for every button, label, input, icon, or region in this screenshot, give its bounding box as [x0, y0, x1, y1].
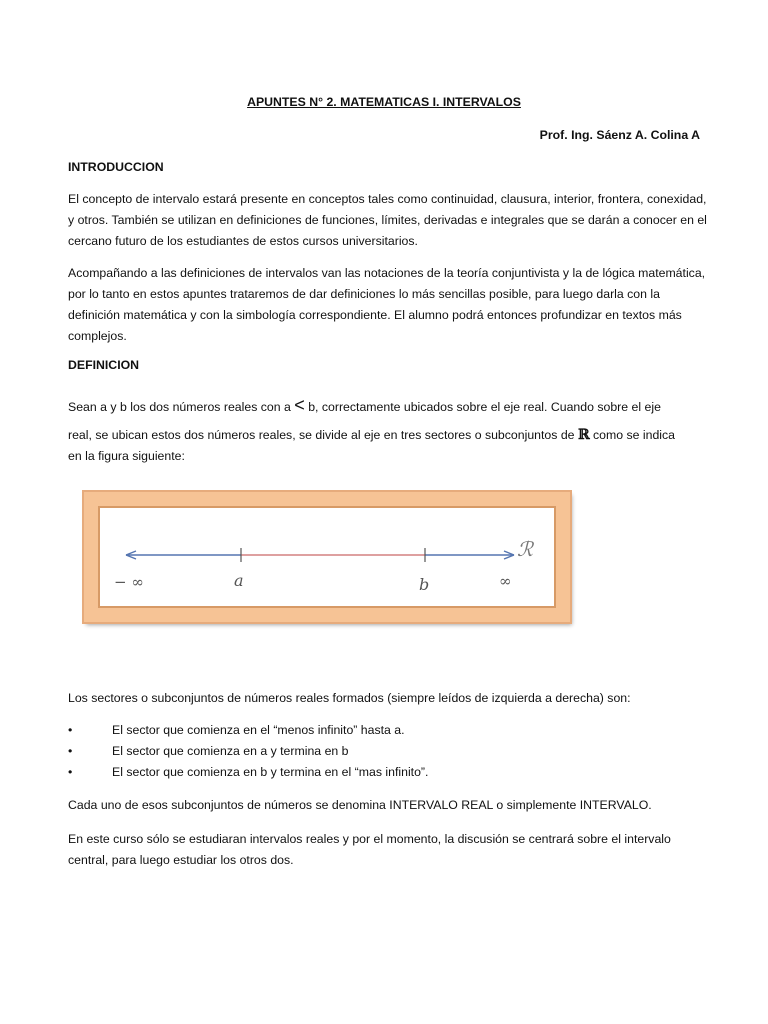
section-heading-definicion: DEFINICION — [68, 358, 140, 372]
bullet-icon: • — [68, 765, 73, 779]
list-item-text: El sector que comienza en el “menos infinito” hasta a. — [112, 723, 405, 737]
less-than-symbol: < — [294, 395, 305, 415]
author-line: Prof. Ing. Sáenz A. Colina A — [539, 128, 700, 142]
definition-text: como se indica — [589, 428, 676, 442]
list-item — [68, 762, 708, 783]
definition-line-1 — [68, 397, 708, 418]
bullet-icon: • — [68, 723, 73, 737]
definition-text: real, se ubican estos dos números reales, se divide al eje en tres sectores o subconjuntos de — [68, 428, 578, 442]
number-line-figure — [84, 492, 570, 622]
intro-paragraph-2: Acompañando a las definiciones de intervalos van las notaciones de la teoría conjuntivista y la de lógica matemática, por lo tanto en estos apuntes trataremos de dar definiciones lo más sencillas posible, para luego darla con la definición matemática y con la simbología correspondiente. El alumno podrá entonces profundizar en textos más complejos. — [68, 266, 706, 343]
list-item-text: El sector que comienza en a y termina en b — [112, 744, 349, 758]
definition-line-3: en la figura siguiente: — [68, 449, 185, 463]
list-item — [68, 741, 708, 762]
list-item — [68, 720, 708, 741]
label-b: b — [419, 575, 430, 594]
pos-infinity-label: ∞ — [499, 572, 512, 590]
definition-text: Sean a y b los dos números reales con a — [68, 400, 295, 414]
reals-label: ℛ — [517, 537, 533, 561]
document-title: APUNTES N° 2. MATEMATICAS I. INTERVALOS — [247, 95, 521, 109]
sectors-intro: Los sectores o subconjuntos de números reales formados (siempre leídos de izquierda a derecha) son: — [68, 691, 631, 705]
number-line-drawing — [98, 506, 556, 608]
neg-infinity-label: − ∞ — [114, 573, 144, 591]
interval-definition-paragraph: Cada uno de esos subconjuntos de números se denomina INTERVALO REAL o simplemente INTERVALO. — [68, 798, 652, 812]
list-item-text: El sector que comienza en b y termina en el “mas infinito”. — [112, 765, 429, 779]
course-scope-paragraph: En este curso sólo se estudiaran intervalos reales y por el momento, la discusión se centrará sobre el intervalo central, para luego estudiar los otros dos. — [68, 832, 671, 867]
definition-text: b, correctamente ubicados sobre el eje real. Cuando sobre el eje — [304, 400, 661, 414]
intro-paragraph-1: El concepto de intervalo estará presente en conceptos tales como continuidad, clausura, interior, frontera, conexidad, y otros. También se utilizan en definiciones de funciones, límites, derivadas e integrales que se darán a conocer en el cercano futuro de los estudiantes de estos cursos universitarios. — [68, 192, 707, 248]
sectors-list — [68, 720, 708, 783]
section-heading-introduccion: INTRODUCCION — [68, 160, 164, 174]
definition-line-2 — [68, 425, 708, 446]
bullet-icon: • — [68, 744, 73, 758]
label-a: a — [234, 571, 244, 590]
reals-symbol: ℝ — [577, 427, 590, 443]
